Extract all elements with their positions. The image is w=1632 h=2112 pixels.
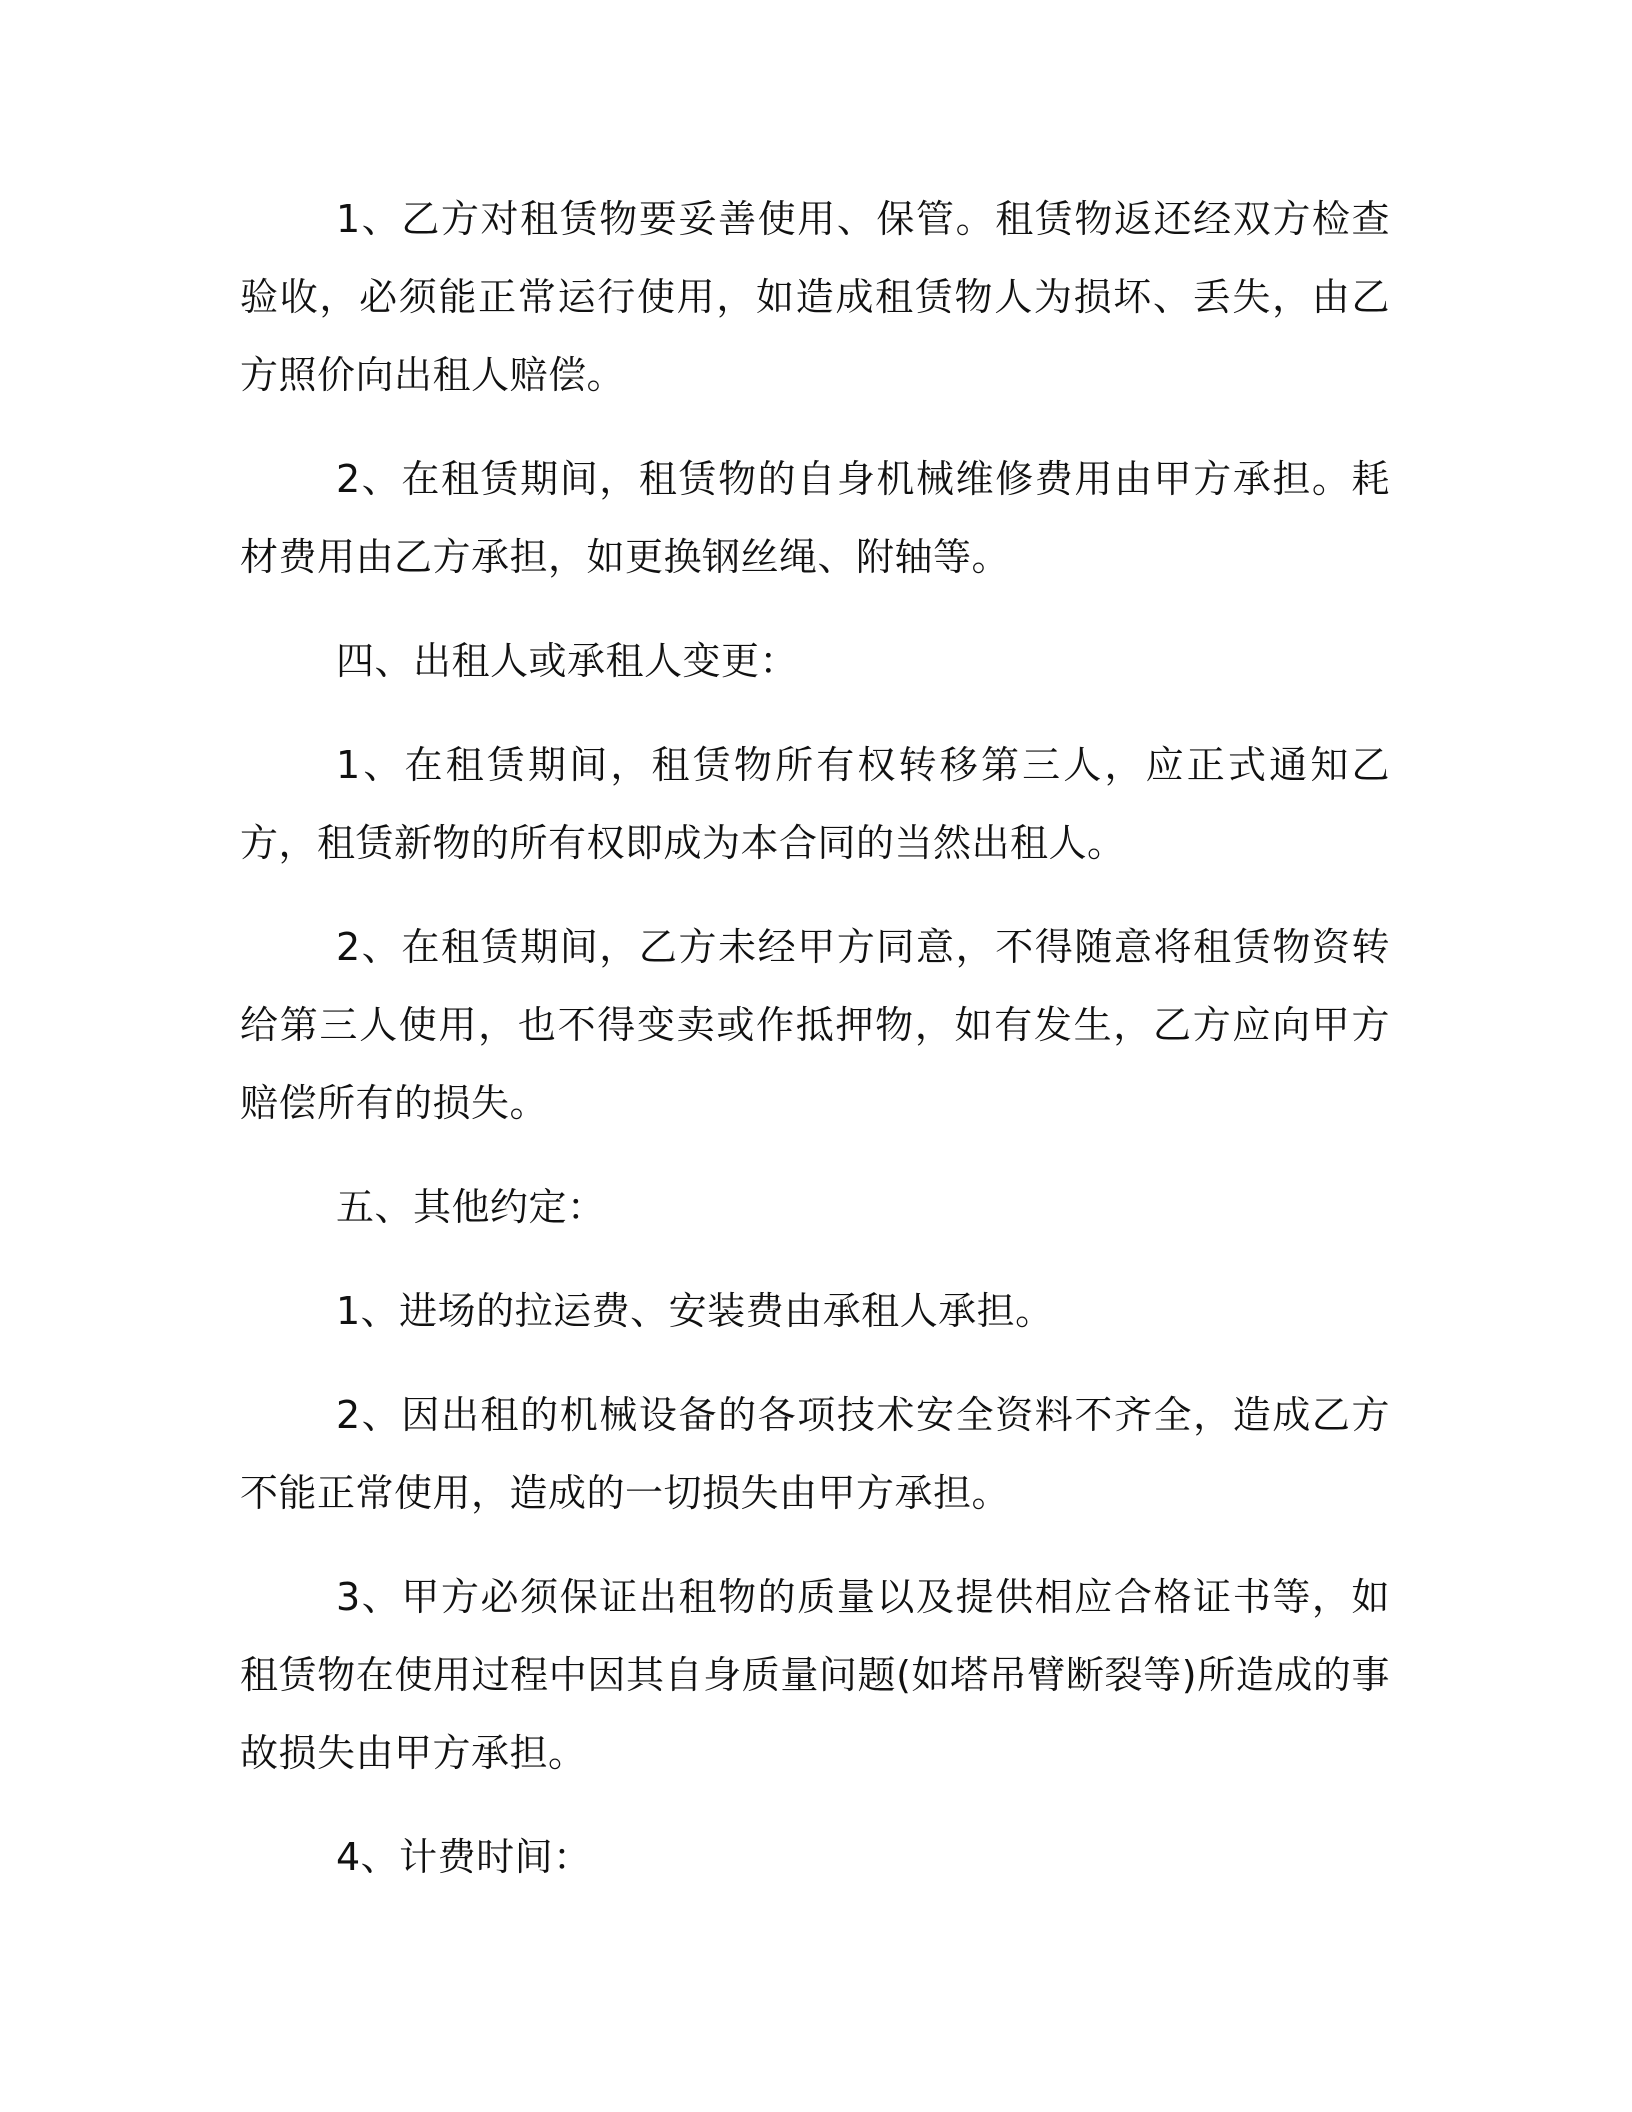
section-heading-5: 五、其他约定： [336, 1185, 606, 1229]
clause-paragraph-3: 1、在租赁期间，租赁物所有权转移第三人，应正式通知乙方，租赁新物的所有权即成为本合同的当然出租人。 [240, 743, 1390, 865]
clause-paragraph-5: 1、进场的拉运费、安装费由承租人承担。 [336, 1289, 1054, 1333]
clause-paragraph-8: 4、计费时间： [336, 1835, 592, 1879]
section-heading-4: 四、出租人或承租人变更： [336, 639, 799, 683]
document-body [240, 180, 1390, 1896]
clause-paragraph-4: 2、在租赁期间，乙方未经甲方同意，不得随意将租赁物资转给第三人使用，也不得变卖或作抵押物，如有发生，乙方应向甲方赔偿所有的损失。 [240, 925, 1390, 1125]
clause-paragraph-2: 2、在租赁期间，租赁物的自身机械维修费用由甲方承担。耗材费用由乙方承担，如更换钢丝绳、附轴等。 [240, 457, 1390, 579]
clause-paragraph-6: 2、因出租的机械设备的各项技术安全资料不齐全，造成乙方不能正常使用，造成的一切损失由甲方承担。 [240, 1393, 1390, 1515]
clause-paragraph-1: 1、乙方对租赁物要妥善使用、保管。租赁物返还经双方检查验收，必须能正常运行使用，如造成租赁物人为损坏、丢失，由乙方照价向出租人赔偿。 [240, 197, 1390, 397]
clause-paragraph-7: 3、甲方必须保证出租物的质量以及提供相应合格证书等，如租赁物在使用过程中因其自身质量问题(如塔吊臂断裂等)所造成的事故损失由甲方承担。 [240, 1575, 1390, 1775]
